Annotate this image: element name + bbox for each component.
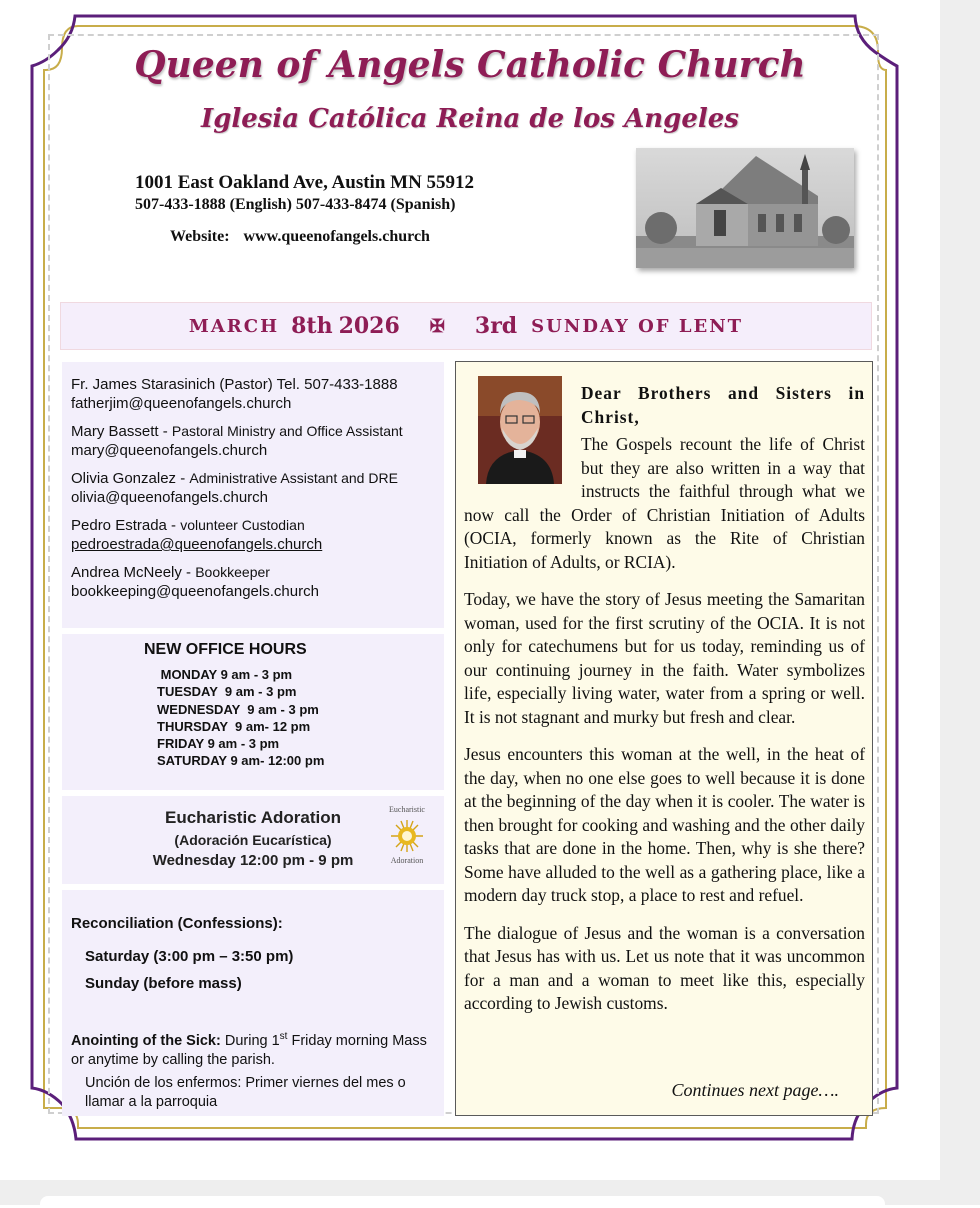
church-photo xyxy=(636,148,854,268)
staff-contact xyxy=(71,422,444,460)
office-hours xyxy=(62,634,444,790)
adoration-logo-top: Eucharistic xyxy=(389,805,425,814)
letter-paragraph: The Gospels recount the life of Christ but they are also written in a way that instructs the faithful through what we now call the Order of Christian Initiation of Adults (OCIA, formerly known as the Rite of Christian Initiation of Adults, or RCIA). xyxy=(464,434,865,572)
reconciliation-section xyxy=(62,890,444,1116)
hours-row: MONDAY 9 am - 3 pm xyxy=(157,667,293,682)
page-scroll-gutter xyxy=(940,0,980,1205)
anointing-text xyxy=(71,1027,443,1070)
letter-paragraph: Today, we have the story of Jesus meeting the Samaritan woman, used for the first scrutiny of the OCIA. It is not only for catechumens but for us today, reminding us of our continuing journey in the faith. Water symbolizes life, especially living water, water from a spring or well. It is not stagnant and murky but fresh and clear. xyxy=(464,589,865,727)
letter-paragraph: Jesus encounters this woman at the well, in the heat of the day, when no one else goes to well because it is done at the beginning of the day when it is cooler. The water is then brought for cooking and washing and the other daily tasks that are done in the home. Then, why is she there? Some have alluded to the well as a gathering place, like a modern day truck stop, a place to rest and refuel. xyxy=(464,744,865,905)
staff-name: Olivia Gonzalez - xyxy=(71,470,190,487)
banner-week: 3rd xyxy=(474,313,518,339)
staff-contact xyxy=(71,469,444,507)
church-address: 1001 East Oakland Ave, Austin MN 55912 xyxy=(135,172,475,193)
cross-icon: ✠ xyxy=(429,315,445,337)
staff-role: volunteer Custodian xyxy=(180,517,305,533)
hours-row: SATURDAY 9 am- 12:00 pm xyxy=(157,753,325,769)
staff-role: Bookkeeper xyxy=(195,564,270,580)
banner-month: MARCH xyxy=(188,315,280,337)
reconciliation-title: Reconciliation (Confessions): xyxy=(71,915,283,932)
continues-next-page: Continues next page…. xyxy=(671,1080,839,1100)
adoration-spanish: (Adoración Eucarística) xyxy=(174,832,332,848)
hours-row: WEDNESDAY 9 am - 3 pm xyxy=(157,701,319,717)
staff-contact xyxy=(71,563,444,601)
staff-email[interactable]: bookkeeping@queenofangels.church xyxy=(71,583,319,600)
anointing-pre: During 1 xyxy=(220,1032,280,1049)
staff-contacts xyxy=(62,362,444,628)
church-title: Queen of Angels Catholic Church xyxy=(134,44,806,86)
anointing-spanish: Unción de los enfermos: Primer viernes del mes o llamar a la parroquia xyxy=(85,1075,406,1110)
church-phones: 507-433-1888 (English) 507-433-8474 (Spanish) xyxy=(135,196,456,213)
staff-email[interactable]: fatherjim@queenofangels.church xyxy=(71,395,292,412)
staff-email[interactable]: mary@queenofangels.church xyxy=(71,442,268,459)
staff-name: Mary Bassett - xyxy=(71,423,172,440)
website-label: Website: xyxy=(170,228,230,245)
hours-row: THURSDAY 9 am- 12 pm xyxy=(157,718,311,734)
staff-name: Pedro Estrada - xyxy=(71,517,181,534)
hours-row: FRIDAY 9 am - 3 pm xyxy=(157,736,280,752)
staff-email-link[interactable]: pedroestrada@queenofangels.church xyxy=(71,536,323,553)
banner-occasion: SUNDAY OF LENT xyxy=(531,315,744,337)
anointing-sup: st xyxy=(279,1031,288,1042)
reconciliation-sunday: Sunday (before mass) xyxy=(85,975,242,992)
adoration-time: Wednesday 12:00 pm - 9 pm xyxy=(152,852,354,869)
church-subtitle-spanish: Iglesia Católica Reina de los Angeles xyxy=(201,104,739,134)
banner-year: 2026 xyxy=(338,313,400,339)
monstrance-icon xyxy=(382,802,432,868)
reconciliation-saturday: Saturday (3:00 pm – 3:50 pm) xyxy=(85,948,294,965)
hours-row: TUESDAY 9 am - 3 pm xyxy=(157,684,297,700)
office-hours-list xyxy=(157,666,324,770)
letter-greeting: Dear Brothers and Sisters in Christ, xyxy=(581,383,865,427)
adoration-logo-bottom: Adoration xyxy=(390,856,424,865)
staff-contact xyxy=(71,375,444,413)
staff-name: Fr. James Starasinich (Pastor) Tel. 507-433-1888 xyxy=(71,376,398,393)
next-page-edge xyxy=(40,1196,885,1208)
anointing-label: Anointing of the Sick: xyxy=(71,1032,221,1049)
website-line xyxy=(170,228,430,246)
adoration-title: Eucharistic Adoration xyxy=(164,808,341,827)
date-banner xyxy=(60,302,872,350)
staff-role: Pastoral Ministry and Office Assistant xyxy=(171,423,403,439)
staff-role: Administrative Assistant and DRE xyxy=(189,470,398,486)
letter-body xyxy=(464,382,865,1030)
office-hours-title: NEW OFFICE HOURS xyxy=(144,641,307,658)
letter-paragraph: The dialogue of Jesus and the woman is a conversation that Jesus has with us. Let us note that it was uncommon for a man and a woman to meet like this, especially according to Jewish customs. xyxy=(464,922,865,1013)
anointing-post: Friday morning Mass or anytime by calling the parish. xyxy=(71,1032,427,1068)
pastor-letter xyxy=(455,361,873,1116)
website-link[interactable]: www.queenofangels.church xyxy=(243,228,430,245)
banner-day: 8th xyxy=(291,313,333,339)
staff-email[interactable]: olivia@queenofangels.church xyxy=(71,489,269,506)
staff-name: Andrea McNeely - xyxy=(71,564,196,581)
eucharistic-adoration xyxy=(62,796,444,884)
staff-contact xyxy=(71,516,444,554)
